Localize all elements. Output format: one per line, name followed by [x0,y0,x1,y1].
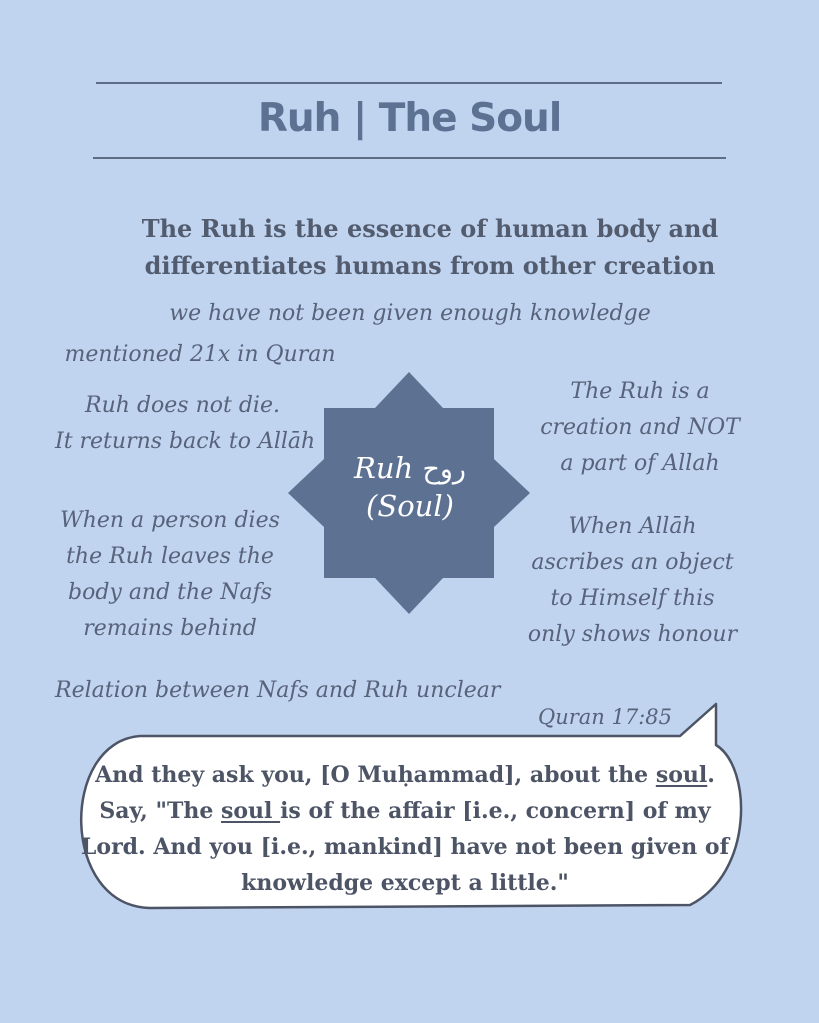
center-word: Ruh [354,451,414,485]
center-translation: (Soul) [366,489,454,523]
note-line: the Ruh leaves the [66,544,274,569]
note-line: It returns back to Allāh [55,429,316,454]
quote-part: is of the affair [i.e., concern] of my Lord. And you [i.e., mankind] have not been given of knowledge except a little." [80,798,730,896]
note-mentioned: mentioned 21x in Quran [64,342,336,367]
note-line: When Allāh [568,514,697,539]
quote-part: And they ask you, [O Muḥammad], about the [95,762,656,788]
note-relation: Relation between Nafs and Ruh unclear [55,678,501,703]
note-line: creation and NOT [540,415,740,440]
note-line: body and the Nafs [67,580,272,605]
note-line: to Himself this [550,586,715,611]
quote-part: . Say, "The [99,762,715,824]
quote-text [80,757,730,901]
center-arabic: روح [422,454,466,485]
note-line: The Ruh is a [570,379,710,404]
note-line: remains behind [83,616,257,641]
note-knowledge: we have not been given enough knowledge [169,301,651,326]
note-line: only shows honour [527,622,738,647]
note-line: Ruh does not die. [85,393,280,418]
quote-reference: Quran 17:85 [537,705,673,729]
intro-text: The Ruh is the essence of human body and differentiates humans from other creation [141,214,719,280]
note-line: When a person dies [60,508,280,533]
quote-soul-underlined: soul [220,798,281,824]
note-line: a part of Allah [560,451,720,476]
note-line: ascribes an object [531,550,734,575]
page-title: Ruh | The Soul [257,96,562,141]
quote-soul-underlined: soul [655,762,708,788]
